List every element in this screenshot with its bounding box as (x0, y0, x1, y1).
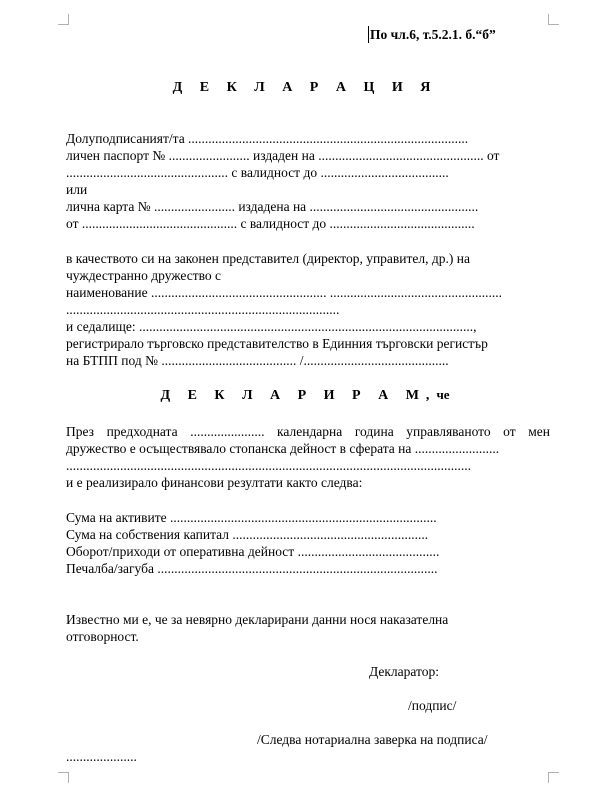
liability-line-1: Известно ми е, че за невярно декларирани данни нося наказателна (66, 612, 449, 627)
crop-mark-top-right (548, 14, 559, 25)
identity-line-10[interactable]: ................................................................................. (66, 302, 340, 317)
identity-line-5[interactable]: лична карта № ........................ издадена на .................................................. (66, 199, 479, 214)
identity-line-or: или (66, 182, 88, 197)
body-line-2[interactable]: дружество е осъществявало стопанска дейност в сферата на ......................... (66, 441, 500, 456)
financial-assets[interactable]: Сума на активите ............................................................................... (66, 510, 437, 525)
text-cursor (368, 26, 369, 43)
document-title: Д Е К Л А Р А Ц И Я (172, 80, 438, 95)
body-line-4: и е реализирало финансови резултати както следва: (66, 475, 363, 490)
crop-mark-top-left (58, 14, 69, 25)
body-line-3[interactable]: ........................................................................................................................ (66, 458, 471, 473)
financial-profit[interactable]: Печалба/загуба ................................................................................... (66, 561, 438, 576)
identity-line-9[interactable]: наименование .................................................... ................................................... (66, 285, 502, 300)
notary-note: /Следва нотариална заверка на подписа/ (257, 732, 488, 747)
date-field[interactable]: ..................... (66, 749, 137, 764)
identity-line-12: регистрирало търговско представителство в Единния търговски регистър (66, 336, 488, 351)
identity-line-2[interactable]: личен паспорт № ........................ издаден на ................................................. от (66, 148, 500, 163)
identity-line-1[interactable]: Долуподписаният/та ................................................................................... (66, 131, 469, 146)
signature-label[interactable]: /подпис/ (408, 698, 457, 713)
identity-line-11[interactable]: и седалище: ..................................................................................................., (66, 319, 477, 334)
liability-line-2: отговорност. (66, 629, 139, 644)
declare-title: Д Е К Л А Р И Р А М, (160, 388, 437, 403)
body-line-1[interactable]: През предходната ...................... календарна година управляваното от мен (66, 424, 550, 439)
identity-line-3[interactable]: ................................................ с валидност до ...................................... (66, 165, 449, 180)
declarator-label: Декларатор: (369, 664, 440, 679)
identity-line-7: в качеството си на законен представител (директор, управител, др.) на (66, 251, 470, 266)
declare-heading (0, 387, 610, 404)
financial-turnover[interactable]: Оборот/приходи от оперативна дейност .......................................... (66, 544, 440, 559)
identity-line-8: чуждестранно дружество с (66, 268, 222, 283)
financial-equity[interactable]: Сума на собствения капитал .......................................................... (66, 527, 429, 542)
declare-suffix: че (436, 387, 450, 402)
crop-mark-bottom-left (58, 772, 69, 783)
identity-line-13[interactable]: на БТПП под № ........................................ /........................................... (66, 353, 449, 368)
crop-mark-bottom-right (548, 772, 559, 783)
legal-reference[interactable]: По чл.6, т.5.2.1. б.“б” (370, 27, 496, 42)
identity-line-6[interactable]: от .............................................. с валидност до ........................................... (66, 216, 475, 231)
